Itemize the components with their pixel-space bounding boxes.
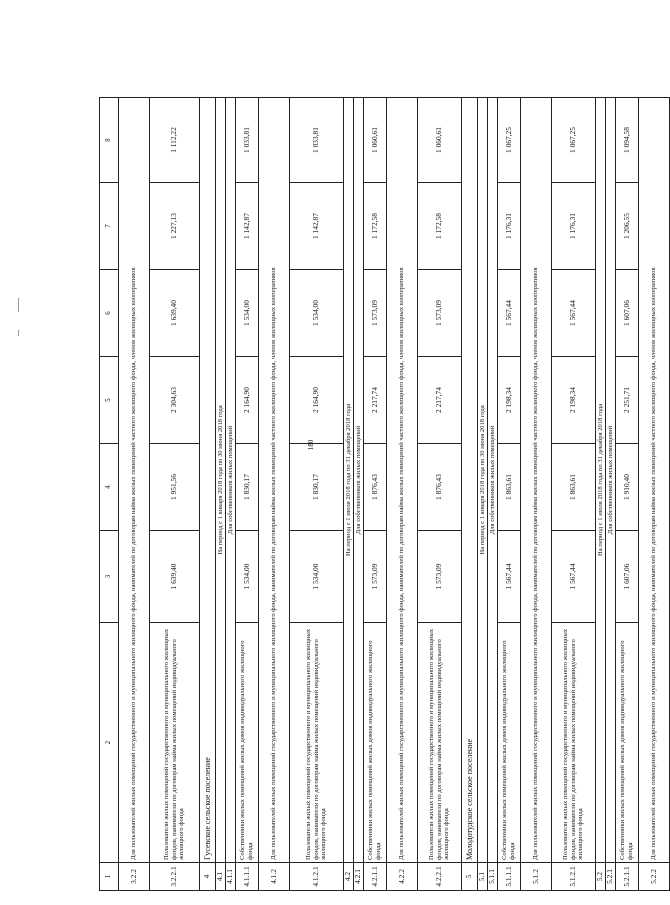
header-cell: 4 (100, 444, 119, 531)
table-row (616, 98, 639, 891)
row-number: 4.2.2 (387, 863, 418, 891)
period-heading: На период с 1 января 2018 года по 30 июня 2018 года (478, 98, 488, 863)
row-number: 5.1.2 (521, 863, 552, 891)
table-row (418, 98, 462, 891)
table-row (344, 98, 354, 891)
table-row (216, 98, 226, 891)
row-description: Собственники жилых помещений жилых домов индивидуального жилищного фонда (236, 623, 259, 863)
row-description: Для пользователей жилых помещений государственного и муниципального жилищного фонда, нанимателей по договорам найма жилых помещений частного жилищного фонда, членов жилищных кооперативов (119, 98, 150, 863)
period-heading: Для собственников жилых помещений (354, 98, 364, 863)
table-row (387, 98, 418, 891)
row-description: Собственники жилых помещений жилых домов индивидуального жилищного фонда (364, 623, 387, 863)
value-cell: 1 607,06 (616, 270, 639, 357)
row-number: 5.2.1.1 (616, 863, 639, 891)
row-description: Собственники жилых помещений жилых домов индивидуального жилищного фонда (616, 623, 639, 863)
table-row (226, 98, 236, 891)
value-cell: 1 567,44 (498, 531, 521, 623)
value-cell: 1 573,09 (364, 270, 387, 357)
table-row (236, 98, 259, 891)
row-number: 4.1.2 (259, 863, 290, 891)
value-cell: 1 863,61 (552, 444, 596, 531)
value-cell: 1 639,40 (150, 531, 200, 623)
table-row (119, 98, 150, 891)
value-cell: 1 830,17 (236, 444, 259, 531)
value-cell: 1 951,56 (150, 444, 200, 531)
row-description: Для пользователей жилых помещений государственного и муниципального жилищного фонда, нанимателей по договорам найма жилых помещений частного жилищного фонда, членов жилищных кооперативов (259, 98, 290, 863)
header-cell: 3 (100, 531, 119, 623)
table-row (150, 98, 200, 891)
table-row (488, 98, 498, 891)
value-cell: 1 607,06 (616, 531, 639, 623)
row-number: 4.2 (344, 863, 354, 891)
table-row (606, 98, 616, 891)
scan-mark-top (18, 298, 19, 312)
row-description: Для пользователей жилых помещений государственного и муниципального жилищного фонда, нанимателей по договорам найма жилых помещений частного жилищного фонда, членов жилищных кооперативов (639, 98, 670, 863)
period-heading: На период с 1 января 2018 года по 30 июня 2018 года (216, 98, 226, 863)
value-cell: 1 060,61 (418, 98, 462, 183)
row-description: Пользователи жилых помещений государственного и муниципального жилищных фондов, наниматели по договорам найма жилых помещений индивидуального жилищного фонда (552, 623, 596, 863)
value-cell: 1 567,44 (498, 270, 521, 357)
row-number: 3.2.2 (119, 863, 150, 891)
value-cell: 1 227,13 (150, 183, 200, 270)
row-number: 4 (200, 863, 216, 891)
value-cell: 1 534,00 (236, 270, 259, 357)
table-row (639, 98, 670, 891)
row-number: 4.2.1.1 (364, 863, 387, 891)
value-cell: 1 876,43 (364, 444, 387, 531)
row-description: Для пользователей жилых помещений государственного и муниципального жилищного фонда, нанимателей по договорам найма жилых помещений частного жилищного фонда, членов жилищных кооперативов (521, 98, 552, 863)
value-cell: 1 876,43 (418, 444, 462, 531)
table-row (596, 98, 606, 891)
section-title: Гусевское сельское поселение (200, 98, 216, 863)
row-number: 3.2.2.1 (150, 863, 200, 891)
period-heading: Для собственников жилых помещений (226, 98, 236, 863)
value-cell: 1 639,40 (150, 270, 200, 357)
table-row (364, 98, 387, 891)
value-cell: 2 164,90 (290, 357, 344, 444)
row-description: Собственники жилых помещений жилых домов индивидуального жилищного фонда (498, 623, 521, 863)
row-description: Пользователи жилых помещений государственного и муниципального жилищных фондов, наниматели по договорам найма жилых помещений индивидуального жилищного фонда (418, 623, 462, 863)
value-cell: 1 033,81 (290, 98, 344, 183)
value-cell: 1 910,40 (616, 444, 639, 531)
row-number: 5.1.1.1 (498, 863, 521, 891)
value-cell: 1 567,44 (552, 270, 596, 357)
row-number: 5.2.1 (606, 863, 616, 891)
value-cell: 2 198,34 (552, 357, 596, 444)
value-cell: 2 304,63 (150, 357, 200, 444)
table-row (498, 98, 521, 891)
value-cell: 1 534,00 (236, 531, 259, 623)
value-cell: 1 060,61 (364, 98, 387, 183)
row-description: Для пользователей жилых помещений государственного и муниципального жилищного фонда, нанимателей по договорам найма жилых помещений частного жилищного фонда, членов жилищных кооперативов (387, 98, 418, 863)
scan-mark-bottom (18, 330, 19, 336)
value-cell: 1 176,31 (552, 183, 596, 270)
table-row (354, 98, 364, 891)
table-row (478, 98, 488, 891)
value-cell: 1 863,61 (498, 444, 521, 531)
row-number: 4.1.2.1 (290, 863, 344, 891)
section-title: Молодотудское сельское поселение (462, 98, 478, 863)
row-number: 4.2.2.1 (418, 863, 462, 891)
table-row (290, 98, 344, 891)
rotated-table-container (99, 98, 658, 891)
page-number: 180 (307, 439, 315, 451)
row-number: 5 (462, 863, 478, 891)
tariff-table (99, 97, 670, 891)
tariff-table-sheet (99, 98, 658, 891)
row-number: 5.2 (596, 863, 606, 891)
table-row (552, 98, 596, 891)
value-cell: 1 142,87 (290, 183, 344, 270)
table-row (462, 98, 478, 891)
value-cell: 2 251,71 (616, 357, 639, 444)
period-heading: Для собственников жилых помещений (488, 98, 498, 863)
value-cell: 1 172,58 (364, 183, 387, 270)
row-number: 5.1 (478, 863, 488, 891)
value-cell: 1 094,58 (616, 98, 639, 183)
value-cell: 1 067,25 (498, 98, 521, 183)
header-cell: 6 (100, 270, 119, 357)
value-cell: 1 142,87 (236, 183, 259, 270)
value-cell: 1 172,58 (418, 183, 462, 270)
row-number: 4.1.1 (226, 863, 236, 891)
value-cell: 1 033,81 (236, 98, 259, 183)
value-cell: 1 573,09 (418, 270, 462, 357)
row-description: Пользователи жилых помещений государственного и муниципального жилищных фондов, наниматели по договорам найма жилых помещений индивидуального жилищного фонда (150, 623, 200, 863)
table-row (521, 98, 552, 891)
header-cell: 8 (100, 98, 119, 183)
table-row (200, 98, 216, 891)
row-number: 5.1.2.1 (552, 863, 596, 891)
row-number: 5.1.1 (488, 863, 498, 891)
row-number: 4.1 (216, 863, 226, 891)
value-cell: 1 534,00 (290, 270, 344, 357)
value-cell: 2 164,90 (236, 357, 259, 444)
value-cell: 2 198,34 (498, 357, 521, 444)
value-cell: 1 534,00 (290, 531, 344, 623)
row-description: Пользователи жилых помещений государственного и муниципального жилищных фондов, наниматели по договорам найма жилых помещений индивидуального жилищного фонда (290, 623, 344, 863)
period-heading: На период с 1 июля 2018 года по 31 декабря 2018 года (344, 98, 354, 863)
header-cell: 2 (100, 623, 119, 863)
row-number: 4.1.1.1 (236, 863, 259, 891)
period-heading: Для собственников жилых помещений (606, 98, 616, 863)
period-heading: На период с 1 июля 2018 года по 31 декабря 2018 года (596, 98, 606, 863)
value-cell: 2 217,74 (364, 357, 387, 444)
value-cell: 1 112,22 (150, 98, 200, 183)
value-cell: 1 567,44 (552, 531, 596, 623)
header-row (100, 98, 119, 891)
header-cell: 1 (100, 863, 119, 891)
table-row (259, 98, 290, 891)
row-number: 4.2.1 (354, 863, 364, 891)
value-cell: 1 067,25 (552, 98, 596, 183)
value-cell: 1 573,09 (418, 531, 462, 623)
header-cell: 7 (100, 183, 119, 270)
value-cell: 1 176,31 (498, 183, 521, 270)
header-cell: 5 (100, 357, 119, 444)
row-number: 5.2.2 (639, 863, 670, 891)
value-cell: 2 217,74 (418, 357, 462, 444)
value-cell: 1 573,09 (364, 531, 387, 623)
value-cell: 1 206,55 (616, 183, 639, 270)
value-cell: 1 830,17 (290, 444, 344, 531)
